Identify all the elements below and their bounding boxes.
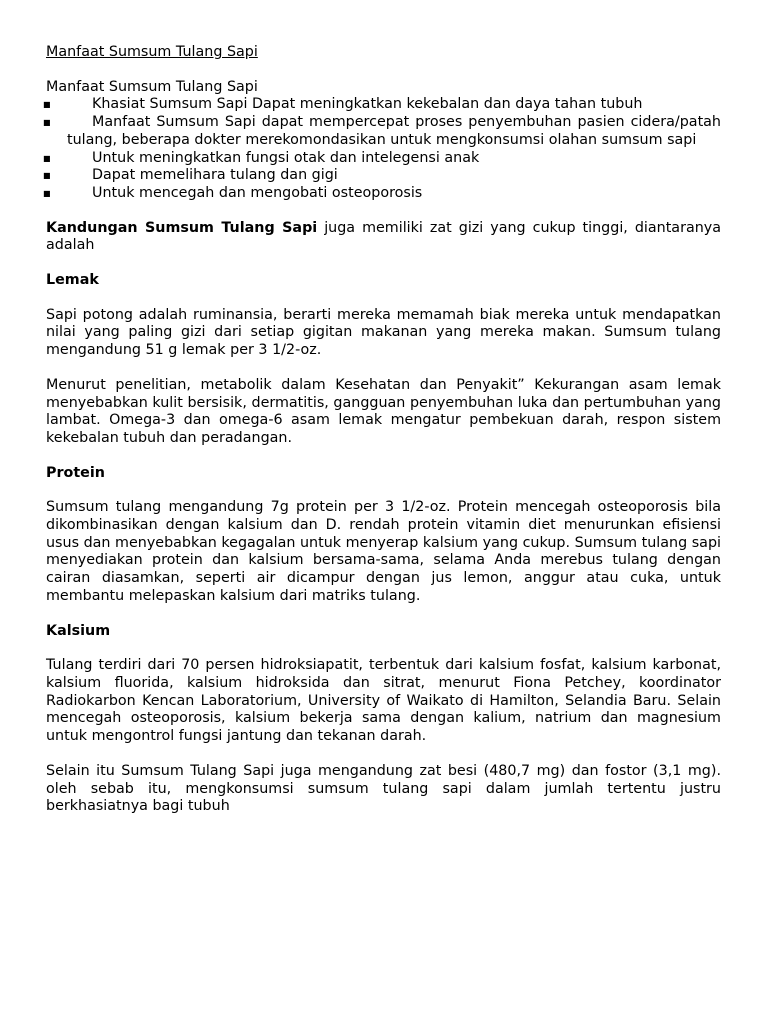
content-intro-paragraph [46,220,721,255]
spacer [46,255,721,272]
document-content [43,44,721,816]
bullet-square-icon: ■ [43,171,51,181]
calcium-paragraph: Selain itu Sumsum Tulang Sapi juga mengandung zat besi (480,7 mg) dan fostor (3,1 mg). oleh sebab itu, mengkonsumsi sumsum tulang sapi dalam jumlah tertentu justru berkhasiatnya bagi tubuh [46,762,721,815]
list-item: ■ Untuk meningkatkan fungsi otak dan intelegensi anak [43,149,480,166]
spacer [46,360,721,377]
calcium-heading: Kalsium [46,622,111,639]
bullet-square-icon: ■ [43,100,51,110]
spacer [46,746,721,763]
fat-heading: Lemak [46,272,99,289]
benefits-list [43,96,721,202]
bullet-square-icon: ■ [43,118,51,128]
calcium-paragraph: Tulang terdiri dari 70 persen hidroksiapatit, terbentuk dari kalsium fosfat, kalsium karbonat, kalsium fluorida, kalsium hidroksida dan sitrat, menurut Fiona Petchey, koordinator Radiokarbon Kencan Laboratorium, University of Waikato di Hamilton, Selandia Baru. Selain mencegah osteoporosis, kalsium bekerja sama dengan kalium, natrium dan magnesium untuk mengontrol fungsi jantung dan tekanan darah. [46,657,721,745]
fat-paragraph: Menurut penelitian, metabolik dalam Kesehatan dan Penyakit” Kekurangan asam lemak menyebabkan kulit bersisik, dermatitis, gangguan penyembuhan luka dan pertumbuhan yang lambat. Omega-3 dan omega-6 asam lemak mengatur pembekuan darah, respon sistem kekebalan tubuh dan peradangan. [46,376,721,446]
spacer [46,290,721,307]
list-item: ■ Dapat memelihara tulang dan gigi [43,167,338,184]
protein-paragraph: Sumsum tulang mengandung 7g protein per 3 1/2-oz. Protein mencegah osteoporosis bila dikombinasikan dengan kalsium dan D. rendah protein vitamin diet menurunkan efisiensi usus dan menyebabkan kegagalan untuk menyerap kalsium yang cukup. Sumsum tulang sapi menyediakan protein dan kalsium bersama-sama, selama Anda merebus tulang dengan cairan diasamkan, seperti air dicampur dengan jus lemon, anggur atau cuka, untuk membantu melepaskan kalsium dari matriks tulang. [46,499,721,604]
content-intro-lead: Kandungan Sumsum Tulang Sapi [46,219,318,236]
list-item: ■ Khasiat Sumsum Sapi Dapat meningkatkan kekebalan dan daya tahan tubuh [43,96,643,113]
bullet-square-icon: ■ [43,188,51,198]
protein-heading: Protein [46,464,105,481]
spacer [46,203,721,220]
list-item: ■ Manfaat Sumsum Sapi dapat mempercepat proses penyembuhan pasien cidera/patah tulang, beberapa dokter merekomondasikan untuk mengkonsumsi olahan sumsum sapi [43,114,721,148]
fat-paragraph: Sapi potong adalah ruminansia, berarti mereka memamah biak mereka untuk mendapatkan nilai yang paling gizi dari setiap gigitan makanan yang mereka makan. Sumsum tulang mengandung 51 g lemak per 3 1/2-oz. [46,306,721,359]
benefits-heading: Manfaat Sumsum Tulang Sapi [46,78,258,95]
document-title: Manfaat Sumsum Tulang Sapi [46,44,258,60]
spacer [46,482,721,499]
spacer [46,448,721,465]
content-intro-text: juga memiliki zat gizi yang cukup tinggi, diantaranya adalah [46,219,721,254]
spacer [46,640,721,657]
spacer [46,606,721,623]
list-item: ■ Untuk mencegah dan mengobati osteoporosis [43,184,423,201]
bullet-square-icon: ■ [43,153,51,163]
